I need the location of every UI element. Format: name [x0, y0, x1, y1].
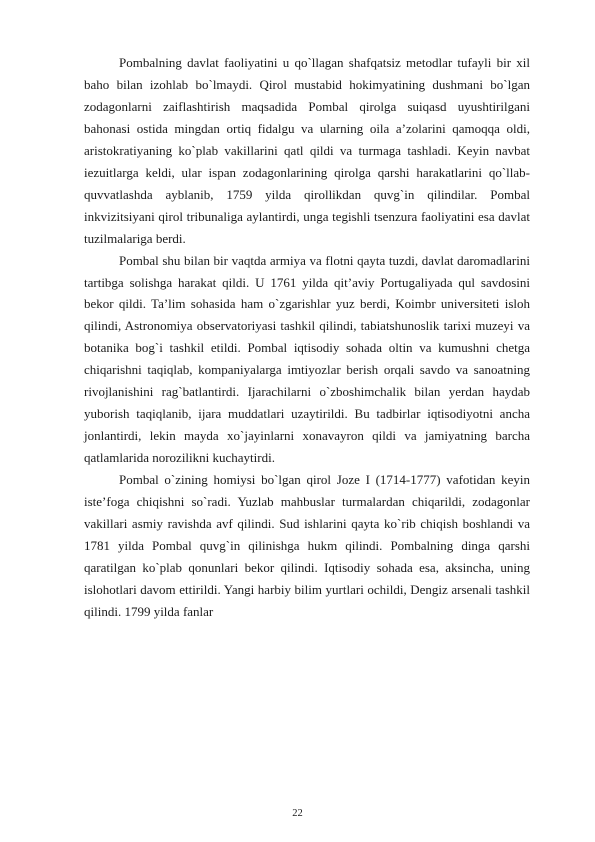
paragraph: Pombalning davlat faoliyatini u qo`llagan shafqatsiz metodlar tufayli bir xil baho bilan izohlab bo`lmaydi. Qirol mustabid hokimyatining dushmani bo`lgan zodagonlarni zaiflashtirish maqsadida Pombal qirolga suiqasd uyushtirilgani bahonasi ostida mingdan ortiq fidalgu va ularning oila a’zolarini qamoqqa oldi, aristokratiyaning ko`plab vakillarini qatl qildi va turmaga tashladi. Keyin navbat iezuitlarga keldi, ular ispan zodagonlarining qirolga qarshi harakatlarini qo`llab-quvvatlashda ayblanib, 1759 yilda qirollikdan quvg`in qilindilar. Pombal inkvizitsiyani qirol tribunaliga aylantirdi, unga tegishli tsenzura faoliyatini esa davlat tuzilmalariga berdi. — [84, 55, 530, 246]
page-number: 22 — [292, 808, 303, 819]
paragraph: Pombal shu bilan bir vaqtda armiya va flotni qayta tuzdi, davlat daromadlarini tartibga solishga harakat qildi. U 1761 yilda qit’aviy Portugaliyada qul savdosini bekor qildi. Ta’lim sohasida ham o`zgarishlar yuz berdi, Koimbr universiteti isloh qilindi, Astronomiya observatoriyasi tashkil qilindi, tabiatshunoslik tarixi muzeyi va botanika bog`i tashkil etildi. Pombal iqtisodiy sohada oltin va kumushni chetga chiqarishni taqiqlab, kompaniyalarga imtiyozlar berish orqali savdo va sanoatning rivojlanishini rag`batlantirdi. Ijarachilarni o`zboshimchalik bilan yerdan haydab yuborish taqiqlanib, ijara muddatlari uzaytirildi. Bu tadbirlar iqtisodiyotni ancha jonlantirdi, lekin mayda xo`jayinlarni xonavayron qildi va jamiyatning barcha qatlamlarida norozilikni kuchaytirdi. — [84, 252, 530, 466]
paragraph: Pombal o`zining homiysi bo`lgan qirol Joze I (1714-1777) vafotidan keyin iste’foga chiqishni so`radi. Yuzlab mahbuslar turmalardan chiqarildi, zodagonlar vakillari asmiy ravishda avf qilindi. Sud ishlarini qayta ko`rib chiqish boshlandi va 1781 yilda Pombal quvg`in qilinishga hukm qilindi. Pombalning dinga qarshi qaratilgan ko`plab qonunlari bekor qilindi. Iqtisodiy sohada esa, aksincha, uning islohotlari davom ettirildi. Yangi harbiy bilim yurtlari ochildi, Dengiz arsenali tashkil qilindi. 1799 yilda fanlar — [84, 472, 530, 619]
document-body — [84, 52, 530, 623]
